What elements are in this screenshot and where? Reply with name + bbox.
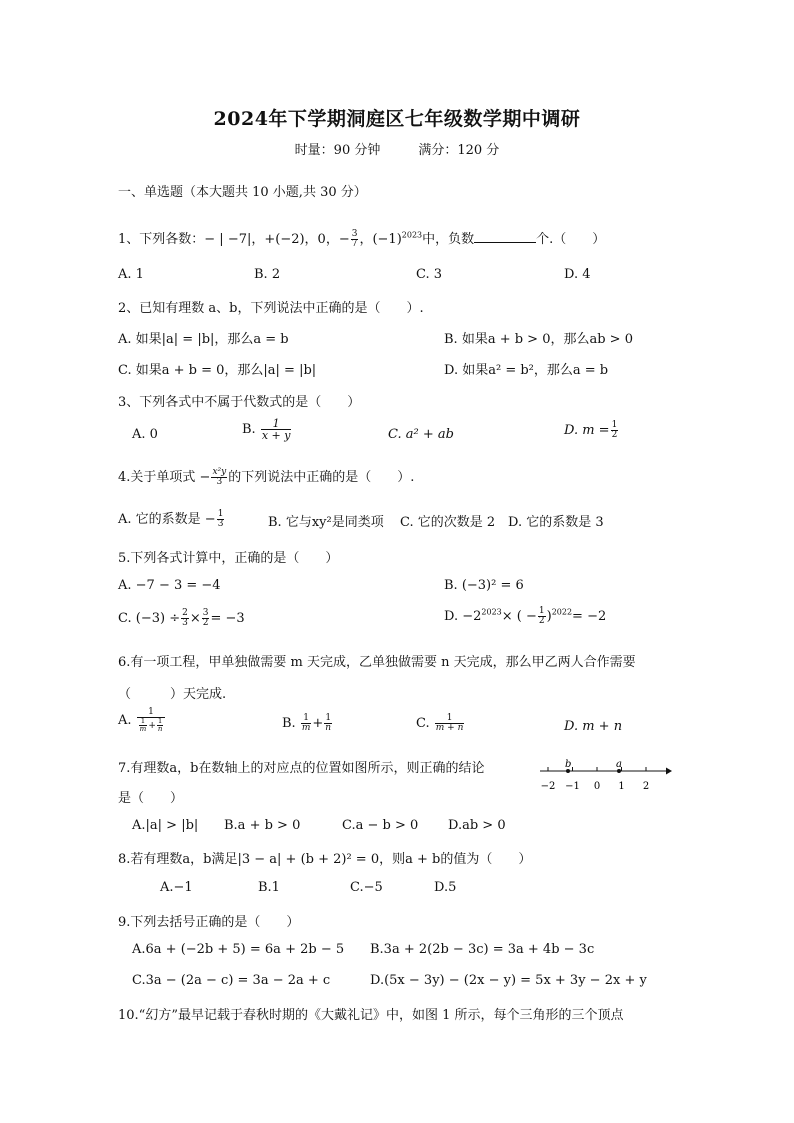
- question-6-option-b[interactable]: B. $\frac{1}{m}$ + $\frac{1}{n}$: [282, 713, 332, 733]
- question-5-stem: 5.下列各式计算中，正确的是（ ）: [118, 551, 339, 566]
- question-4-option-c[interactable]: C. 它的次数是 2: [400, 515, 496, 530]
- question-1-option-b[interactable]: B. 2: [254, 267, 281, 282]
- question-1-stem: 1、下列各数：− | −7|，+(−2)，0，− $\frac{3}{7}$ ，$(-1)^{2023}$中，负数 个.（ ）: [118, 229, 606, 249]
- question-3-option-b[interactable]: B. $\frac{1}{x + y}$: [242, 417, 291, 442]
- number-line-tick-label: 2: [642, 781, 650, 792]
- question-1-option-c[interactable]: C. 3: [416, 267, 443, 282]
- question-7-option-a[interactable]: A.|a| > |b|: [132, 818, 199, 833]
- question-1-option-a[interactable]: A. 1: [118, 267, 144, 282]
- fraction: $\frac{1}{m}$: [301, 713, 311, 733]
- question-6-stem-line1: 6.有一项工程，甲单独做需要 m 天完成，乙单独做需要 n 天完成，那么甲乙两人合作需要: [118, 655, 636, 670]
- question-6-option-a[interactable]: A. 1 $\frac{1}{m}$ + $\frac{1}{n}$: [118, 708, 166, 733]
- full-score: 满分：120 分: [418, 143, 500, 158]
- question-2-stem: 2、已知有理数 a、b，下列说法中正确的是（ ）.: [118, 301, 424, 316]
- fraction: $\frac{1}{x + y}$: [261, 417, 291, 442]
- fraction: $\frac{\text{x²y}}{3}$: [212, 467, 227, 487]
- fraction: $\frac{1}{n}$: [325, 713, 332, 733]
- question-5-option-b[interactable]: B. (−3)² = 6: [444, 578, 524, 593]
- question-9-option-b[interactable]: B.3a + 2(2b − 3c) = 3a + 4b − 3c: [370, 942, 595, 957]
- question-9-stem: 9.下列去括号正确的是（ ）: [118, 915, 300, 930]
- fraction: $\frac{1}{2}$: [611, 420, 618, 440]
- question-7-option-c[interactable]: C.a − b > 0: [342, 818, 419, 833]
- section-heading: 一、单选题（本大题共 10 小题,共 30 分）: [118, 185, 367, 200]
- question-3-option-a[interactable]: A. 0: [132, 427, 158, 442]
- question-4-option-a[interactable]: A. 它的系数是 − $\frac{1}{3}$: [118, 509, 224, 529]
- question-5-option-a[interactable]: A. −7 − 3 = −4: [118, 578, 221, 593]
- question-10-stem: 10.“幻方”最早记载于春秋时期的《大戴礼记》中，如图 1 所示，每个三角形的三个顶点: [118, 1008, 624, 1023]
- question-6-option-d[interactable]: D. m + n: [564, 719, 623, 734]
- question-8-option-d[interactable]: D.5: [434, 880, 457, 895]
- question-7-option-d[interactable]: D.ab > 0: [448, 818, 506, 833]
- fraction: $\frac{1}{2}$: [538, 606, 545, 626]
- exam-title: 2024年下学期洞庭区七年级数学期中调研: [213, 108, 581, 130]
- question-2-option-a[interactable]: A. 如果|a| = |b|，那么a = b: [118, 332, 289, 347]
- question-8-stem: 8.若有理数a，b满足|3 − a| + (b + 2)² = 0，则a + b的值为（ ）: [118, 852, 532, 867]
- point-a-label: a: [616, 759, 622, 770]
- fraction: $\frac{2}{3}$: [182, 608, 188, 628]
- nested-fraction: 1 $\frac{1}{m}$ + $\frac{1}{n}$: [137, 708, 166, 733]
- number-line-tick-label: 0: [593, 781, 601, 792]
- question-3-option-d[interactable]: D. m = $\frac{1}{2}$: [564, 420, 618, 440]
- number-line-figure: [538, 756, 674, 796]
- question-8-option-c[interactable]: C.−5: [350, 880, 383, 895]
- question-7-stem-line2: 是（ ）: [118, 791, 184, 806]
- question-9-option-d[interactable]: D.(5x − 3y) − (2x − y) = 5x + 3y − 2x + y: [370, 973, 647, 988]
- question-6-option-c[interactable]: C. $\frac{1}{m + n}$: [416, 713, 464, 733]
- fraction: $\frac{3}{2}$: [202, 608, 209, 628]
- question-4-stem: 4.关于单项式 − $\frac{\text{x²y}}{3}$ 的下列说法中正确的是（ ）.: [118, 467, 415, 487]
- number-line-tick-label: −2: [540, 781, 556, 792]
- answer-blank[interactable]: [474, 230, 536, 243]
- question-6-stem-line2: （ ）天完成.: [118, 687, 227, 702]
- question-9-option-c[interactable]: C.3a − (2a − c) = 3a − 2a + c: [132, 973, 331, 988]
- question-1-option-d[interactable]: D. 4: [564, 267, 591, 282]
- question-5-option-c[interactable]: C. (−3) ÷ $\frac{2}{3}$ × $\frac{3}{2}$ = −3: [118, 608, 245, 628]
- question-4-option-b[interactable]: B. 它与xy²是同类项: [268, 515, 384, 530]
- time-limit: 时量：90 分钟: [294, 143, 381, 158]
- number-line-tick-label: −1: [565, 781, 580, 792]
- point-b-label: b: [565, 759, 572, 770]
- fraction: $\frac{3}{7}$: [351, 229, 358, 249]
- question-7-option-b[interactable]: B.a + b > 0: [224, 818, 301, 833]
- question-3-option-c[interactable]: C. a² + ab: [388, 427, 454, 442]
- fraction: $\frac{1}{m + n}$: [435, 713, 464, 733]
- question-4-option-d[interactable]: D. 它的系数是 3: [508, 515, 604, 530]
- number-line-tick-label: 1: [618, 781, 625, 792]
- question-8-option-a[interactable]: A.−1: [160, 880, 193, 895]
- question-7-stem-line1: 7.有理数a，b在数轴上的对应点的位置如图所示，则正确的结论: [118, 761, 485, 776]
- question-3-stem: 3、下列各式中不属于代数式的是（ ）: [118, 395, 361, 410]
- question-9-option-a[interactable]: A.6a + (−2b + 5) = 6a + 2b − 5: [132, 942, 345, 957]
- exam-subtitle: [0, 139, 794, 158]
- question-8-option-b[interactable]: B.1: [258, 880, 280, 895]
- question-5-option-d[interactable]: D. $-2^{2023}\times$ ( − $\frac{1}{2}$ )$^{2022}$= −2: [444, 606, 607, 626]
- question-2-option-b[interactable]: B. 如果a + b > 0，那么ab > 0: [444, 332, 633, 347]
- question-2-option-c[interactable]: C. 如果a + b = 0，那么|a| = |b|: [118, 363, 317, 378]
- question-2-option-d[interactable]: D. 如果a² = b²，那么a = b: [444, 363, 609, 378]
- fraction: $\frac{1}{3}$: [217, 509, 224, 529]
- number-line-arrow: [666, 768, 672, 775]
